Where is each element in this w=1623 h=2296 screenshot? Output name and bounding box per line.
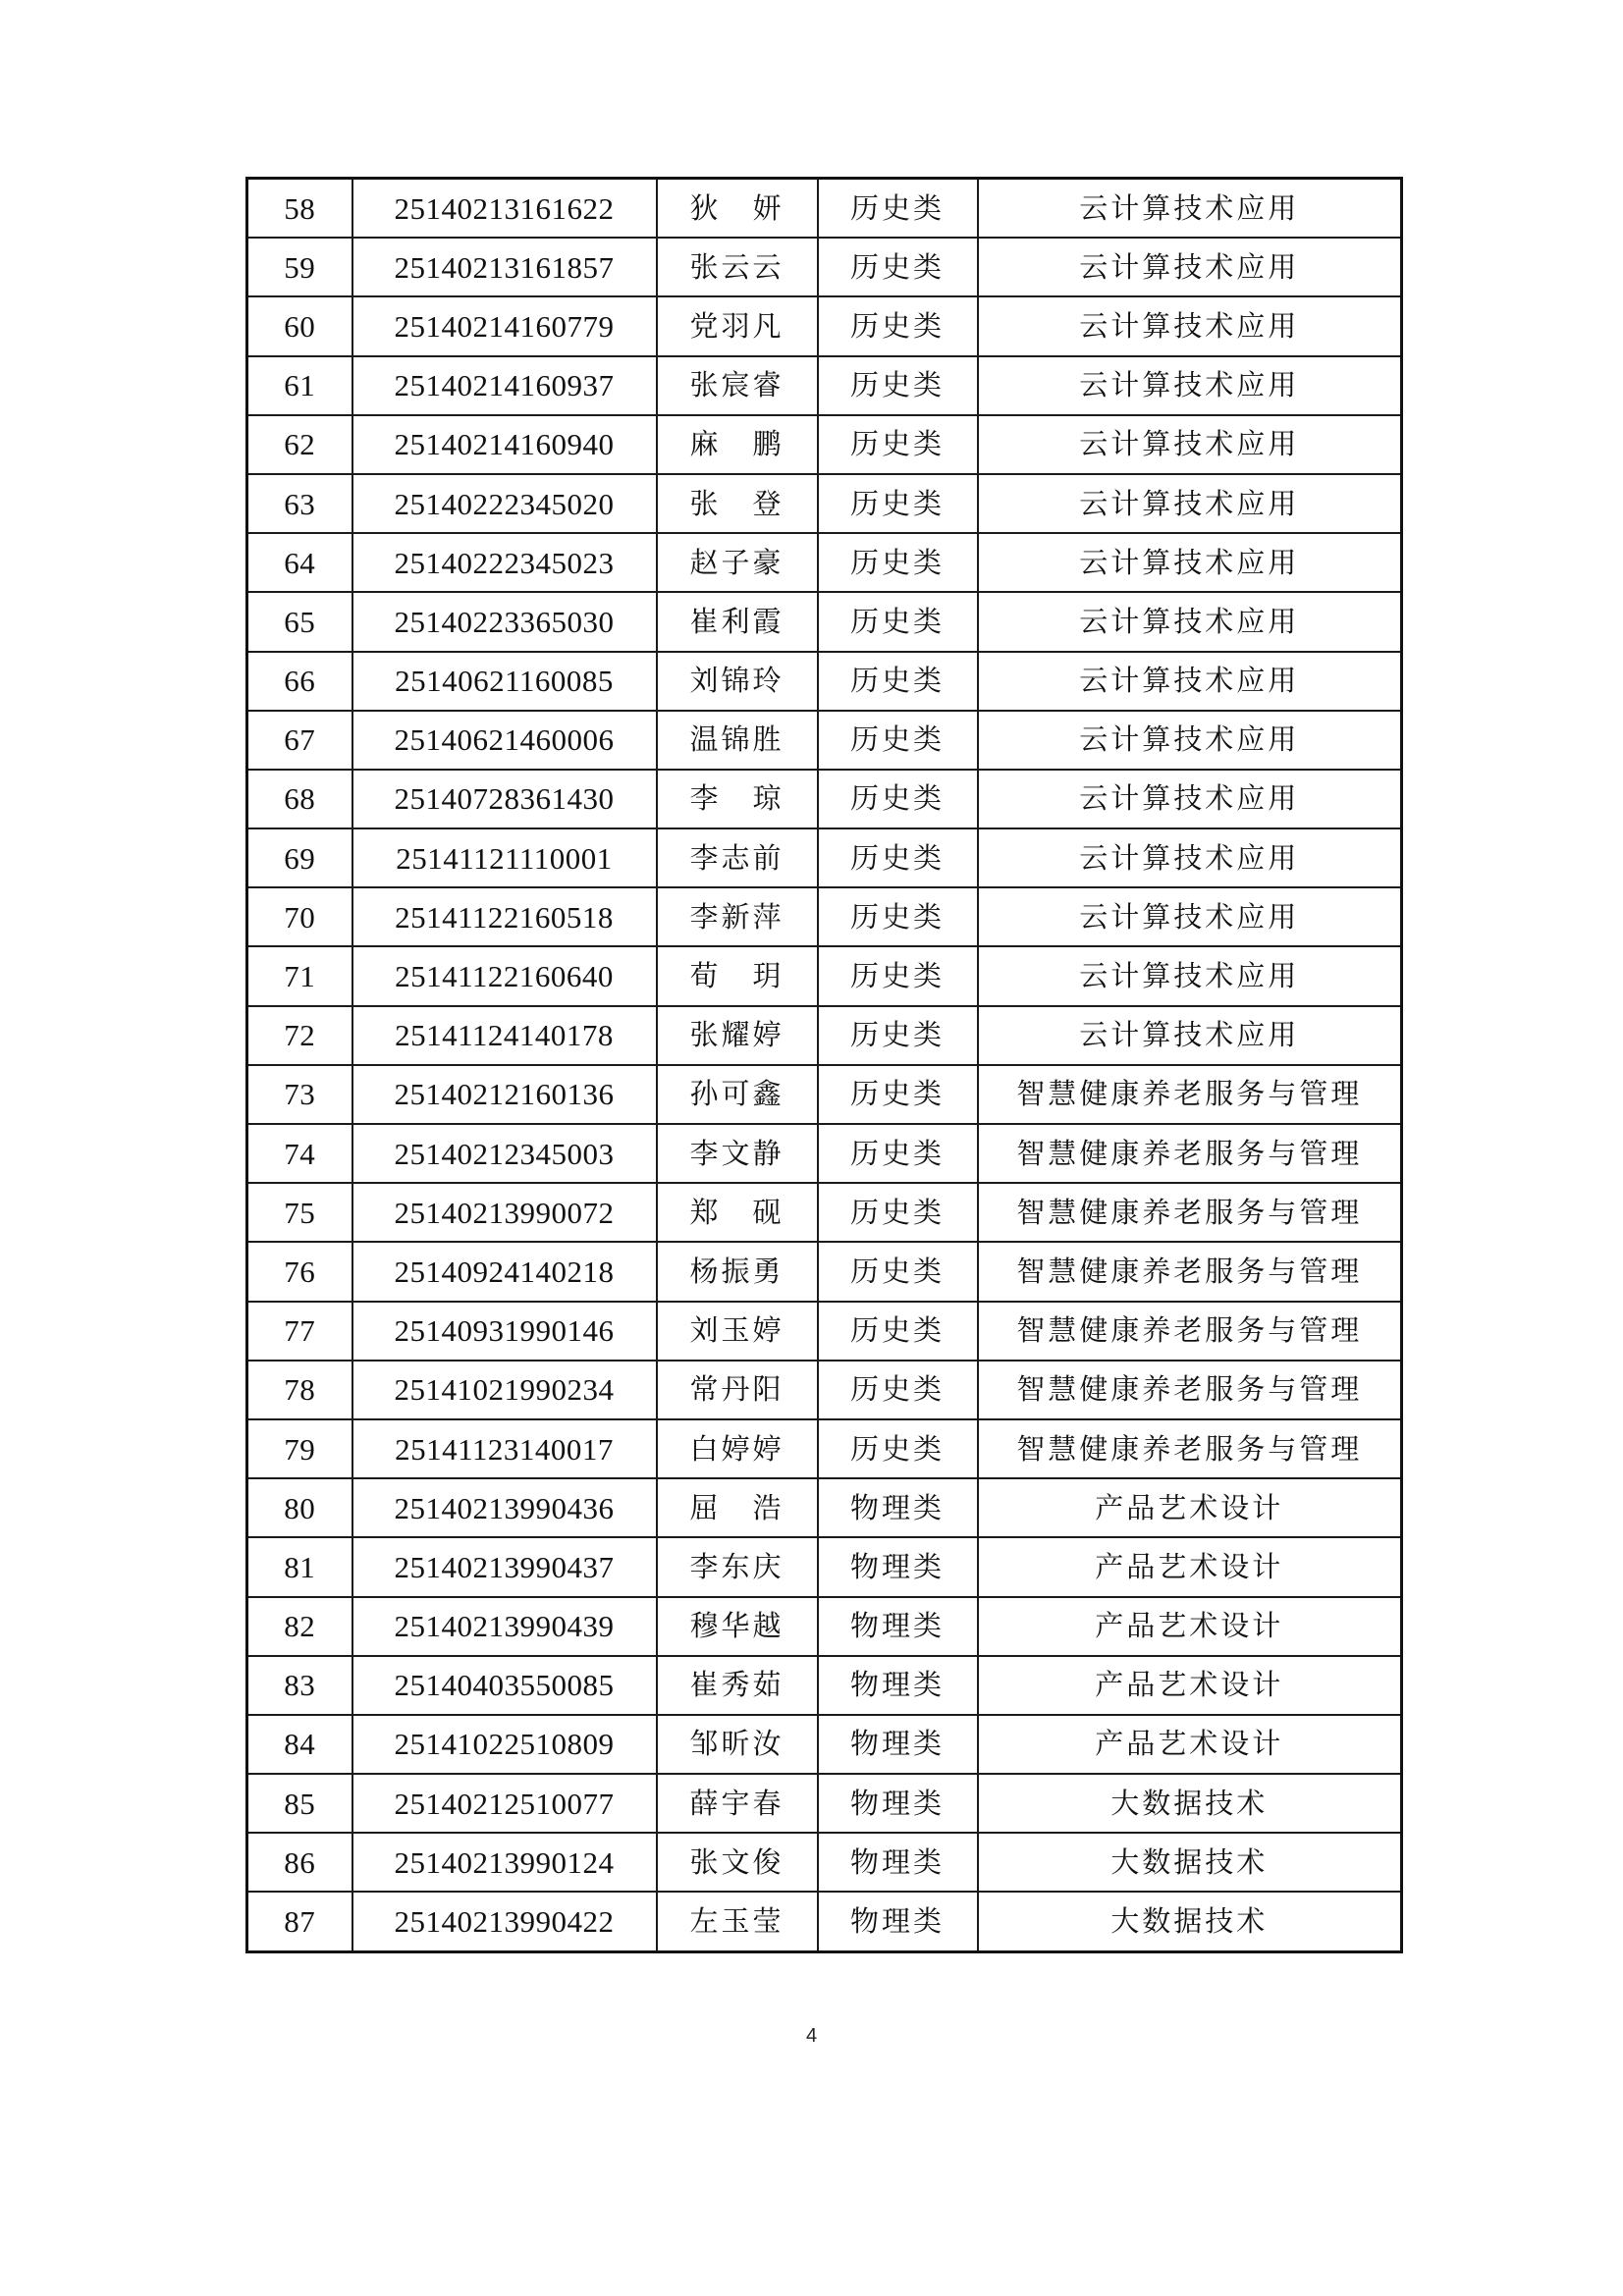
row-number-cell: 86 [247, 1833, 352, 1892]
major-name-cell: 产品艺术设计 [978, 1715, 1402, 1774]
exam-id-cell: 25140931990146 [352, 1302, 657, 1361]
major-name-cell: 云计算技术应用 [978, 711, 1402, 770]
row-number-cell: 75 [247, 1183, 352, 1242]
exam-id-cell: 25140403550085 [352, 1656, 657, 1715]
major-name-cell: 云计算技术应用 [978, 592, 1402, 651]
row-number-cell: 79 [247, 1419, 352, 1478]
student-name-cell: 张云云 [657, 238, 818, 296]
exam-id-cell: 25140212345003 [352, 1124, 657, 1183]
exam-id-cell: 25140212510077 [352, 1774, 657, 1833]
table-row [247, 1065, 1402, 1124]
student-name-cell: 党羽凡 [657, 296, 818, 355]
subject-category-cell: 历史类 [818, 652, 978, 711]
exam-id-cell: 25141123140017 [352, 1419, 657, 1478]
row-number-cell: 59 [247, 238, 352, 296]
exam-id-cell: 25140924140218 [352, 1242, 657, 1301]
major-name-cell: 云计算技术应用 [978, 533, 1402, 592]
row-number-cell: 68 [247, 770, 352, 828]
student-name-cell: 屈 浩 [657, 1478, 818, 1537]
exam-id-cell: 25140728361430 [352, 770, 657, 828]
row-number-cell: 72 [247, 1006, 352, 1065]
table-row [247, 1419, 1402, 1478]
row-number-cell: 69 [247, 828, 352, 887]
major-name-cell: 智慧健康养老服务与管理 [978, 1302, 1402, 1361]
major-name-cell: 大数据技术 [978, 1774, 1402, 1833]
major-name-cell: 云计算技术应用 [978, 887, 1402, 946]
exam-id-cell: 25140213161622 [352, 179, 657, 239]
exam-id-cell: 25140213990437 [352, 1537, 657, 1596]
major-name-cell: 产品艺术设计 [978, 1597, 1402, 1656]
student-name-cell: 郑 砚 [657, 1183, 818, 1242]
table-row [247, 1715, 1402, 1774]
student-name-cell: 刘锦玲 [657, 652, 818, 711]
student-name-cell: 杨振勇 [657, 1242, 818, 1301]
row-number-cell: 61 [247, 356, 352, 415]
student-name-cell: 邹昕汝 [657, 1715, 818, 1774]
major-name-cell: 产品艺术设计 [978, 1478, 1402, 1537]
major-name-cell: 云计算技术应用 [978, 238, 1402, 296]
table-row [247, 770, 1402, 828]
major-name-cell: 云计算技术应用 [978, 474, 1402, 533]
major-name-cell: 智慧健康养老服务与管理 [978, 1419, 1402, 1478]
subject-category-cell: 物理类 [818, 1715, 978, 1774]
exam-id-cell: 25140214160779 [352, 296, 657, 355]
exam-id-cell: 25141121110001 [352, 828, 657, 887]
subject-category-cell: 历史类 [818, 887, 978, 946]
major-name-cell: 云计算技术应用 [978, 652, 1402, 711]
major-name-cell: 产品艺术设计 [978, 1537, 1402, 1596]
exam-id-cell: 25140621460006 [352, 711, 657, 770]
table-row [247, 1833, 1402, 1892]
row-number-cell: 60 [247, 296, 352, 355]
table-row [247, 1124, 1402, 1183]
table-row [247, 415, 1402, 474]
subject-category-cell: 历史类 [818, 1183, 978, 1242]
table-row [247, 474, 1402, 533]
exam-id-cell: 25140214160940 [352, 415, 657, 474]
student-name-cell: 孙可鑫 [657, 1065, 818, 1124]
major-name-cell: 云计算技术应用 [978, 1006, 1402, 1065]
major-name-cell: 云计算技术应用 [978, 356, 1402, 415]
major-name-cell: 云计算技术应用 [978, 179, 1402, 239]
subject-category-cell: 物理类 [818, 1597, 978, 1656]
student-name-cell: 白婷婷 [657, 1419, 818, 1478]
major-name-cell: 智慧健康养老服务与管理 [978, 1242, 1402, 1301]
student-name-cell: 张文俊 [657, 1833, 818, 1892]
student-name-cell: 崔利霞 [657, 592, 818, 651]
table-row [247, 1892, 1402, 1951]
row-number-cell: 82 [247, 1597, 352, 1656]
subject-category-cell: 历史类 [818, 770, 978, 828]
student-name-cell: 狄 妍 [657, 179, 818, 239]
exam-id-cell: 25140223365030 [352, 592, 657, 651]
row-number-cell: 74 [247, 1124, 352, 1183]
major-name-cell: 智慧健康养老服务与管理 [978, 1065, 1402, 1124]
subject-category-cell: 物理类 [818, 1774, 978, 1833]
student-name-cell: 李 琼 [657, 770, 818, 828]
subject-category-cell: 物理类 [818, 1656, 978, 1715]
row-number-cell: 66 [247, 652, 352, 711]
subject-category-cell: 物理类 [818, 1478, 978, 1537]
row-number-cell: 84 [247, 1715, 352, 1774]
student-name-cell: 张宸睿 [657, 356, 818, 415]
table-row [247, 1774, 1402, 1833]
subject-category-cell: 历史类 [818, 1302, 978, 1361]
exam-id-cell: 25141022510809 [352, 1715, 657, 1774]
major-name-cell: 产品艺术设计 [978, 1656, 1402, 1715]
student-name-cell: 温锦胜 [657, 711, 818, 770]
table-row [247, 296, 1402, 355]
student-name-cell: 崔秀茹 [657, 1656, 818, 1715]
table-row [247, 1537, 1402, 1596]
table-row [247, 533, 1402, 592]
major-name-cell: 智慧健康养老服务与管理 [978, 1361, 1402, 1419]
row-number-cell: 67 [247, 711, 352, 770]
subject-category-cell: 历史类 [818, 296, 978, 355]
table-row [247, 887, 1402, 946]
subject-category-cell: 物理类 [818, 1892, 978, 1951]
exam-id-cell: 25141122160518 [352, 887, 657, 946]
student-name-cell: 麻 鹏 [657, 415, 818, 474]
major-name-cell: 云计算技术应用 [978, 415, 1402, 474]
exam-id-cell: 25140213990124 [352, 1833, 657, 1892]
table-row [247, 1006, 1402, 1065]
subject-category-cell: 物理类 [818, 1833, 978, 1892]
student-name-cell: 李志前 [657, 828, 818, 887]
row-number-cell: 83 [247, 1656, 352, 1715]
admission-table [245, 177, 1403, 1953]
row-number-cell: 78 [247, 1361, 352, 1419]
table-row [247, 238, 1402, 296]
subject-category-cell: 历史类 [818, 1242, 978, 1301]
row-number-cell: 71 [247, 946, 352, 1005]
subject-category-cell: 历史类 [818, 1065, 978, 1124]
row-number-cell: 80 [247, 1478, 352, 1537]
subject-category-cell: 历史类 [818, 1419, 978, 1478]
exam-id-cell: 25140213990436 [352, 1478, 657, 1537]
subject-category-cell: 历史类 [818, 828, 978, 887]
subject-category-cell: 历史类 [818, 179, 978, 239]
row-number-cell: 64 [247, 533, 352, 592]
exam-id-cell: 25140213990072 [352, 1183, 657, 1242]
table-row [247, 652, 1402, 711]
student-name-cell: 左玉莹 [657, 1892, 818, 1951]
exam-id-cell: 25141021990234 [352, 1361, 657, 1419]
admission-table-body [247, 179, 1402, 1952]
subject-category-cell: 历史类 [818, 356, 978, 415]
subject-category-cell: 历史类 [818, 946, 978, 1005]
subject-category-cell: 历史类 [818, 533, 978, 592]
subject-category-cell: 历史类 [818, 711, 978, 770]
table-row [247, 179, 1402, 239]
subject-category-cell: 历史类 [818, 238, 978, 296]
subject-category-cell: 历史类 [818, 415, 978, 474]
table-row [247, 1242, 1402, 1301]
row-number-cell: 70 [247, 887, 352, 946]
subject-category-cell: 历史类 [818, 1361, 978, 1419]
student-name-cell: 李文静 [657, 1124, 818, 1183]
student-name-cell: 荀 玥 [657, 946, 818, 1005]
exam-id-cell: 25141124140178 [352, 1006, 657, 1065]
row-number-cell: 85 [247, 1774, 352, 1833]
major-name-cell: 大数据技术 [978, 1833, 1402, 1892]
major-name-cell: 大数据技术 [978, 1892, 1402, 1951]
exam-id-cell: 25140213990422 [352, 1892, 657, 1951]
table-row [247, 1183, 1402, 1242]
subject-category-cell: 历史类 [818, 592, 978, 651]
major-name-cell: 云计算技术应用 [978, 946, 1402, 1005]
row-number-cell: 63 [247, 474, 352, 533]
row-number-cell: 58 [247, 179, 352, 239]
student-name-cell: 刘玉婷 [657, 1302, 818, 1361]
student-name-cell: 穆华越 [657, 1597, 818, 1656]
subject-category-cell: 历史类 [818, 1124, 978, 1183]
table-row [247, 828, 1402, 887]
subject-category-cell: 历史类 [818, 474, 978, 533]
exam-id-cell: 25140222345023 [352, 533, 657, 592]
subject-category-cell: 物理类 [818, 1537, 978, 1596]
table-row [247, 1361, 1402, 1419]
student-name-cell: 李新萍 [657, 887, 818, 946]
student-name-cell: 常丹阳 [657, 1361, 818, 1419]
exam-id-cell: 25140222345020 [352, 474, 657, 533]
table-row [247, 1597, 1402, 1656]
row-number-cell: 87 [247, 1892, 352, 1951]
subject-category-cell: 历史类 [818, 1006, 978, 1065]
table-row [247, 711, 1402, 770]
row-number-cell: 77 [247, 1302, 352, 1361]
major-name-cell: 智慧健康养老服务与管理 [978, 1183, 1402, 1242]
exam-id-cell: 25140212160136 [352, 1065, 657, 1124]
student-name-cell: 张 登 [657, 474, 818, 533]
row-number-cell: 81 [247, 1537, 352, 1596]
table-row [247, 1302, 1402, 1361]
major-name-cell: 智慧健康养老服务与管理 [978, 1124, 1402, 1183]
row-number-cell: 65 [247, 592, 352, 651]
exam-id-cell: 25140621160085 [352, 652, 657, 711]
student-name-cell: 张耀婷 [657, 1006, 818, 1065]
table-row [247, 592, 1402, 651]
student-name-cell: 薛宇春 [657, 1774, 818, 1833]
exam-id-cell: 25141122160640 [352, 946, 657, 1005]
major-name-cell: 云计算技术应用 [978, 296, 1402, 355]
exam-id-cell: 25140213990439 [352, 1597, 657, 1656]
page-number: 4 [805, 2025, 818, 2047]
table-row [247, 1478, 1402, 1537]
row-number-cell: 73 [247, 1065, 352, 1124]
table-row [247, 1656, 1402, 1715]
row-number-cell: 62 [247, 415, 352, 474]
table-row [247, 946, 1402, 1005]
student-name-cell: 赵子豪 [657, 533, 818, 592]
exam-id-cell: 25140213161857 [352, 238, 657, 296]
row-number-cell: 76 [247, 1242, 352, 1301]
major-name-cell: 云计算技术应用 [978, 828, 1402, 887]
student-name-cell: 李东庆 [657, 1537, 818, 1596]
exam-id-cell: 25140214160937 [352, 356, 657, 415]
table-row [247, 356, 1402, 415]
major-name-cell: 云计算技术应用 [978, 770, 1402, 828]
